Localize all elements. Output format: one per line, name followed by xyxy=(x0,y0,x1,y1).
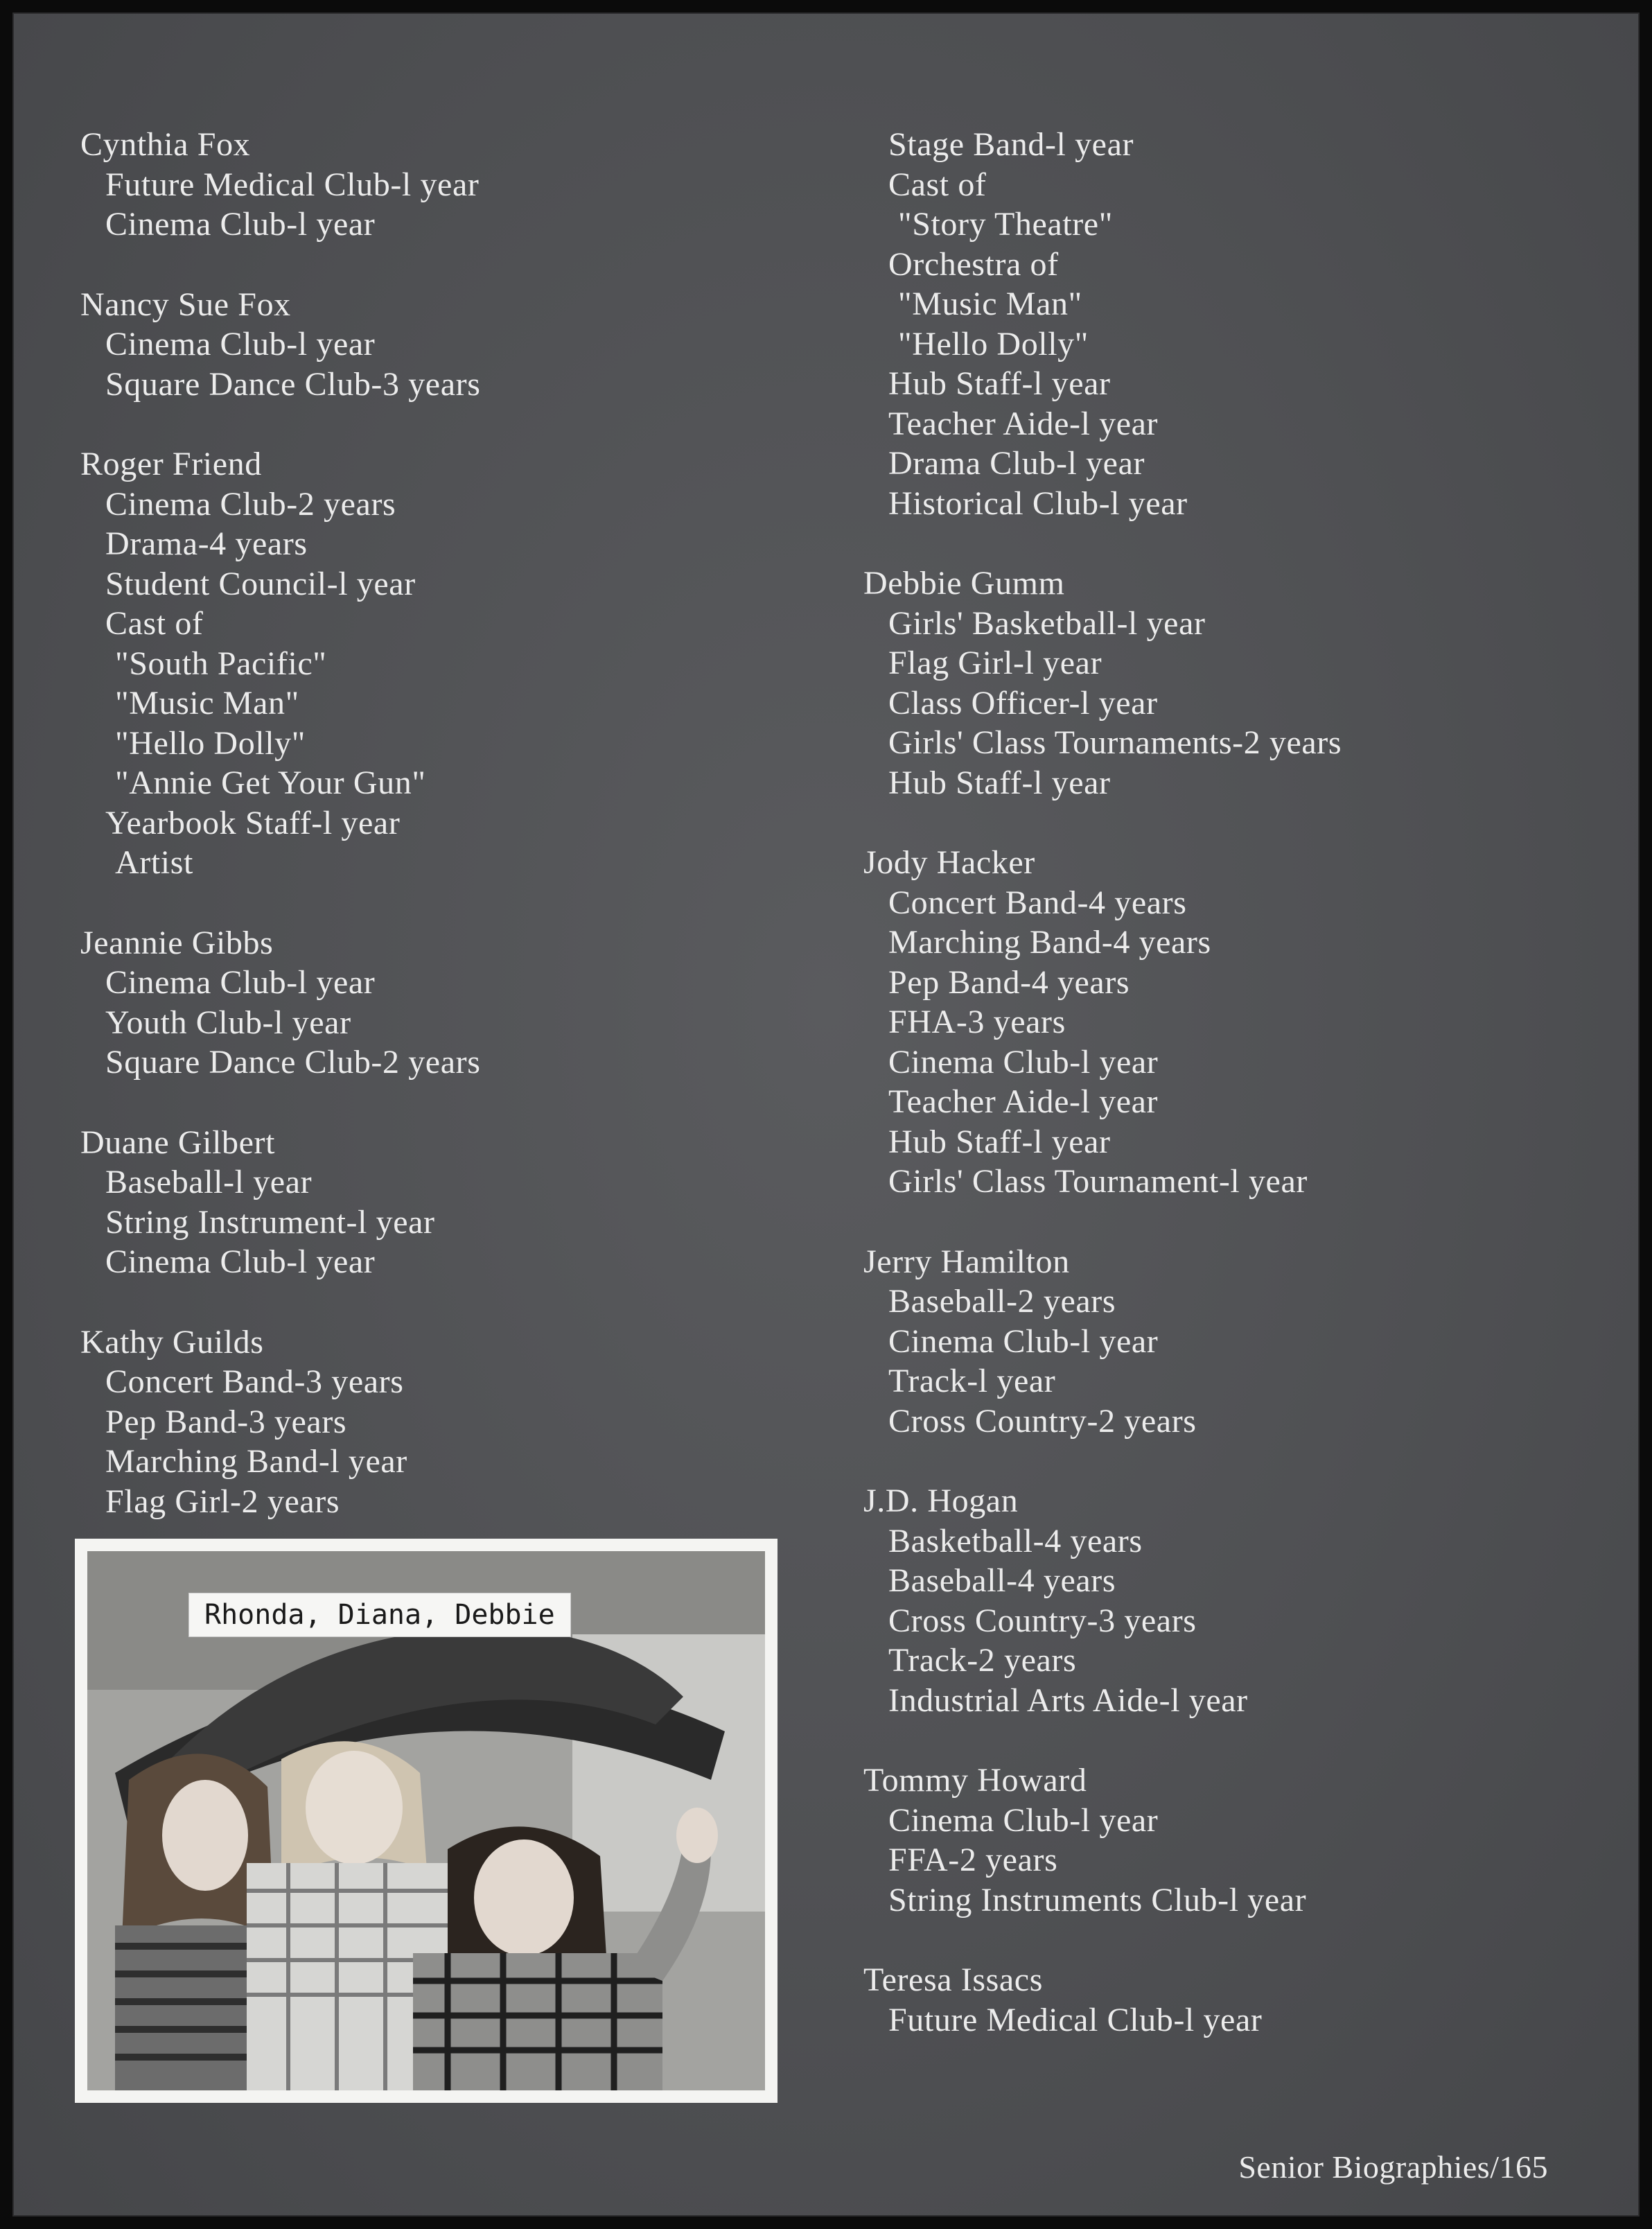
activity-line: Girls' Class Tournament-l year xyxy=(888,1163,1308,1200)
activity-line: Industrial Arts Aide-l year xyxy=(888,1681,1248,1719)
activity-line: Cinema Club-l year xyxy=(105,326,376,362)
activity-line: Cast of xyxy=(888,166,987,203)
activity-line: Pep Band-3 years xyxy=(105,1403,347,1440)
activity-line: Historical Club-l year xyxy=(888,484,1188,522)
activity-line: Square Dance Club-3 years xyxy=(105,365,481,403)
biography-entry xyxy=(863,1242,1626,1442)
student-name: Jody Hacker xyxy=(863,844,1035,881)
student-name: Jeannie Gibbs xyxy=(80,924,274,961)
activity-line: Flag Girl-l year xyxy=(888,645,1102,681)
activity-line: FFA-2 years xyxy=(888,1842,1058,1878)
activity-line: Hub Staff-l year xyxy=(888,365,1111,402)
left-column xyxy=(80,125,829,1562)
student-name: Roger Friend xyxy=(80,446,262,482)
activity-line: String Instruments Club-l year xyxy=(888,1881,1307,1918)
biography-entry xyxy=(863,843,1626,1202)
activity-line: Cross Country-2 years xyxy=(888,1402,1197,1440)
page-footer: Senior Biographies/165 xyxy=(1238,2149,1548,2185)
activity-line: Cross Country-3 years xyxy=(888,1602,1197,1639)
activity-line: Baseball-l year xyxy=(105,1164,313,1200)
group-photo xyxy=(87,1551,765,2090)
activity-line: String Instrument-l year xyxy=(105,1203,435,1241)
activity-line: Hub Staff-l year xyxy=(888,1123,1111,1160)
biography-entry xyxy=(863,1760,1626,1920)
student-name: Tommy Howard xyxy=(863,1762,1087,1799)
activity-line: Youth Club-l year xyxy=(105,1004,351,1041)
yearbook-page xyxy=(12,12,1640,2217)
activity-line: Orchestra of xyxy=(888,245,1059,283)
activity-line: Track-l year xyxy=(888,1363,1056,1399)
biography-entry xyxy=(80,285,829,405)
biography-entry xyxy=(80,125,829,245)
photo-caption: Rhonda, Diana, Debbie xyxy=(188,1593,571,1637)
activity-line: "Music Man" xyxy=(898,286,1082,322)
activity-line: Basketball-4 years xyxy=(888,1522,1143,1559)
activity-line: Flag Girl-2 years xyxy=(105,1483,340,1520)
activity-line: Teacher Aide-l year xyxy=(888,1083,1159,1120)
biography-entry xyxy=(863,1960,1626,2040)
biography-entry xyxy=(80,923,829,1083)
activity-line: Cinema Club-l year xyxy=(105,1243,376,1280)
student-name: J.D. Hogan xyxy=(863,1483,1019,1519)
activity-line: "Hello Dolly" xyxy=(115,724,306,762)
student-name: Duane Gilbert xyxy=(80,1124,276,1161)
activity-line: Cast of xyxy=(105,605,204,642)
activity-line: Cinema Club-l year xyxy=(888,1801,1159,1839)
activity-line: Baseball-4 years xyxy=(888,1562,1116,1599)
activity-line: Drama Club-l year xyxy=(888,445,1145,482)
activity-line: "Story Theatre" xyxy=(898,206,1113,243)
activity-line: "Music Man" xyxy=(115,685,299,722)
student-name: Debbie Gumm xyxy=(863,565,1065,602)
activity-line: Cinema Club-l year xyxy=(888,1043,1159,1081)
activity-line: Girls' Class Tournaments-2 years xyxy=(888,724,1342,761)
activity-line: Girls' Basketball-l year xyxy=(888,604,1206,642)
activity-line: Student Council-l year xyxy=(105,565,416,602)
student-name: Teresa Issacs xyxy=(863,1961,1043,1998)
activity-line: FHA-3 years xyxy=(888,1004,1066,1040)
activity-line: Yearbook Staff-l year xyxy=(105,804,401,841)
activity-line: Future Medical Club-l year xyxy=(105,166,480,203)
biography-entry xyxy=(863,125,1626,523)
activity-line: Concert Band-3 years xyxy=(105,1363,404,1400)
activity-line: Hub Staff-l year xyxy=(888,764,1111,801)
biography-entry xyxy=(80,444,829,883)
activity-line: Marching Band-4 years xyxy=(888,924,1211,961)
student-name: Cynthia Fox xyxy=(80,126,251,163)
right-column xyxy=(863,125,1626,2080)
student-name: Kathy Guilds xyxy=(80,1323,264,1361)
activity-line: Cinema Club-l year xyxy=(105,964,376,1001)
activity-line: "Annie Get Your Gun" xyxy=(115,764,426,801)
activity-line: Teacher Aide-l year xyxy=(888,405,1159,442)
biography-entry xyxy=(80,1123,829,1282)
activity-line: Future Medical Club-l year xyxy=(888,2001,1263,2038)
activity-line: "South Pacific" xyxy=(115,645,327,682)
activity-line: Marching Band-l year xyxy=(105,1443,407,1480)
student-name: Nancy Sue Fox xyxy=(80,286,291,323)
activity-line: Drama-4 years xyxy=(105,525,308,562)
photo-frame xyxy=(75,1539,777,2103)
activity-line: Cinema Club-l year xyxy=(105,206,376,243)
activity-line: "Hello Dolly" xyxy=(898,325,1089,362)
activity-line: Concert Band-4 years xyxy=(888,884,1187,921)
biography-entry xyxy=(863,1481,1626,1720)
student-name: Jerry Hamilton xyxy=(863,1243,1070,1280)
activity-line: Cinema Club-2 years xyxy=(105,485,396,523)
activity-line: Cinema Club-l year xyxy=(888,1322,1159,1360)
activity-line: Pep Band-4 years xyxy=(888,963,1130,1001)
activity-line: Artist xyxy=(115,844,193,881)
activity-line: Track-2 years xyxy=(888,1642,1077,1679)
biography-entry xyxy=(80,1322,829,1522)
activity-line: Stage Band-l year xyxy=(888,126,1134,163)
activity-line: Baseball-2 years xyxy=(888,1283,1116,1320)
activity-line: Square Dance Club-2 years xyxy=(105,1044,481,1081)
activity-line: Class Officer-l year xyxy=(888,684,1158,722)
biography-entry xyxy=(863,563,1626,803)
